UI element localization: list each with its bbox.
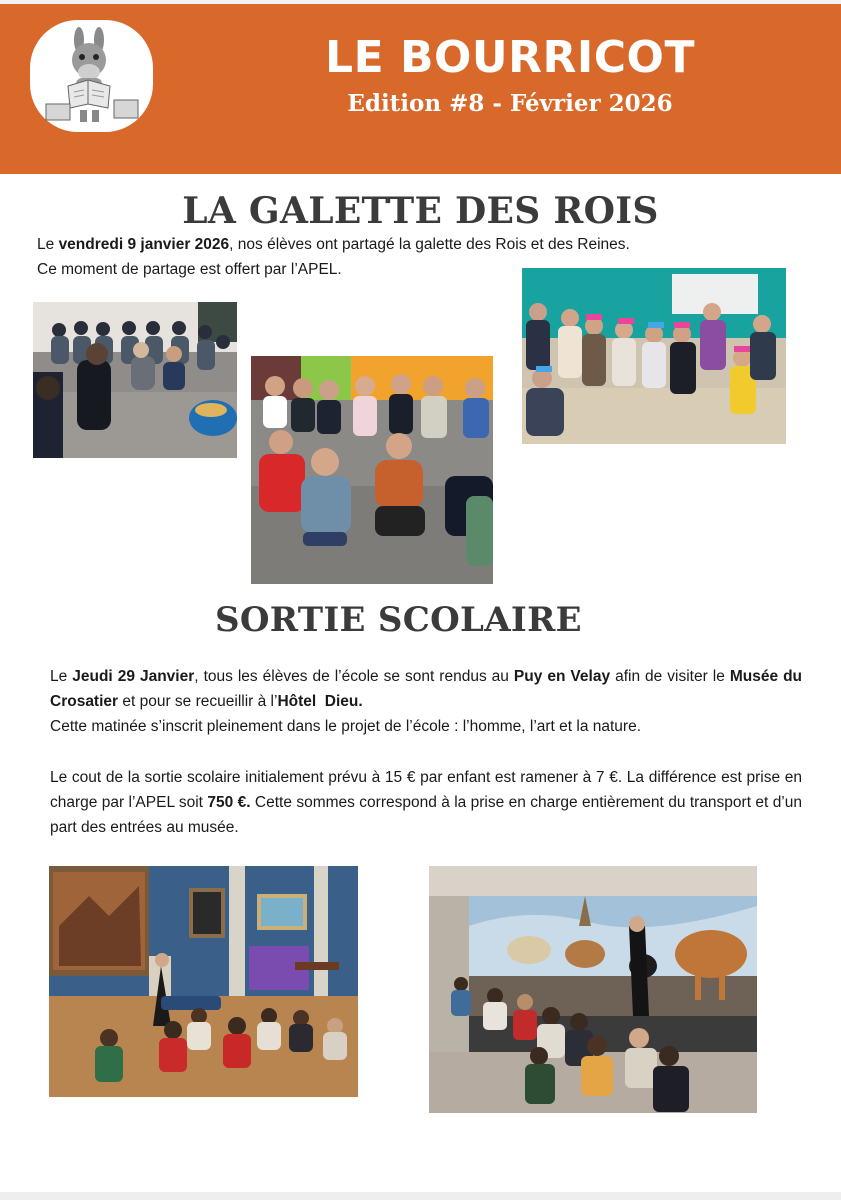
sortie-cost-rest: Cette sommes correspond à la prise en charge entièrement du transport et d’un part des entrées au musée. bbox=[50, 794, 802, 836]
logo bbox=[30, 20, 153, 132]
sortie-project-line: Cette matinée s’inscrit pleinement dans le projet de l’école : l’homme, l’art et la nature. bbox=[50, 718, 642, 735]
galette-rest: , nos élèves ont partagé la galette des Rois et des Reines. bbox=[229, 236, 630, 253]
edition-label: Edition #8 - Février 2026 bbox=[347, 90, 673, 117]
sortie-museum: Musée du Crosatier bbox=[50, 668, 802, 710]
galette-line-2: Ce moment de partage est offert par l’APEL. bbox=[37, 261, 342, 278]
newsletter-header bbox=[0, 4, 841, 174]
sortie-date: Jeudi 29 Janvier bbox=[72, 668, 195, 685]
sortie-amount: 750 €. bbox=[207, 794, 251, 811]
sortie-text-b: , tous les élèves de l’école se sont rendus au bbox=[194, 668, 514, 685]
photo-museum-gallery bbox=[49, 866, 358, 1097]
section-title-galette: LA GALETTE DES ROIS bbox=[182, 190, 659, 232]
sortie-paragraph-1 bbox=[50, 664, 802, 739]
sortie-hotel: Hôtel Dieu. bbox=[277, 693, 363, 710]
newsletter-title: LE BOURRICOT bbox=[325, 32, 695, 83]
galette-lead: Le bbox=[37, 236, 59, 253]
sortie-text-c: afin de visiter le bbox=[610, 668, 730, 685]
section-title-sortie: SORTIE SCOLAIRE bbox=[215, 600, 582, 640]
sortie-place: Puy en Velay bbox=[513, 668, 611, 685]
photo-galette-crowns bbox=[522, 268, 786, 444]
photo-galette-children-eating bbox=[251, 356, 493, 584]
photo-galette-classroom-circle bbox=[33, 302, 237, 458]
sortie-cost-text: Le cout de la sortie scolaire initialement prévu à 15 € par enfant est ramener à 7 €. La différence est prise en charge par l’APEL soit bbox=[50, 769, 802, 811]
page-bottom-rule bbox=[0, 1192, 841, 1200]
galette-line-1 bbox=[37, 232, 757, 257]
galette-date: vendredi 9 janvier 2026 bbox=[58, 236, 230, 253]
sortie-text-a: Le bbox=[50, 668, 73, 685]
sortie-text-d: et pour se recueillir à l’ bbox=[118, 693, 278, 710]
sortie-paragraph-2 bbox=[50, 765, 802, 840]
photo-museum-animals bbox=[429, 866, 757, 1113]
donkey-reading-newspaper-icon bbox=[30, 20, 153, 132]
